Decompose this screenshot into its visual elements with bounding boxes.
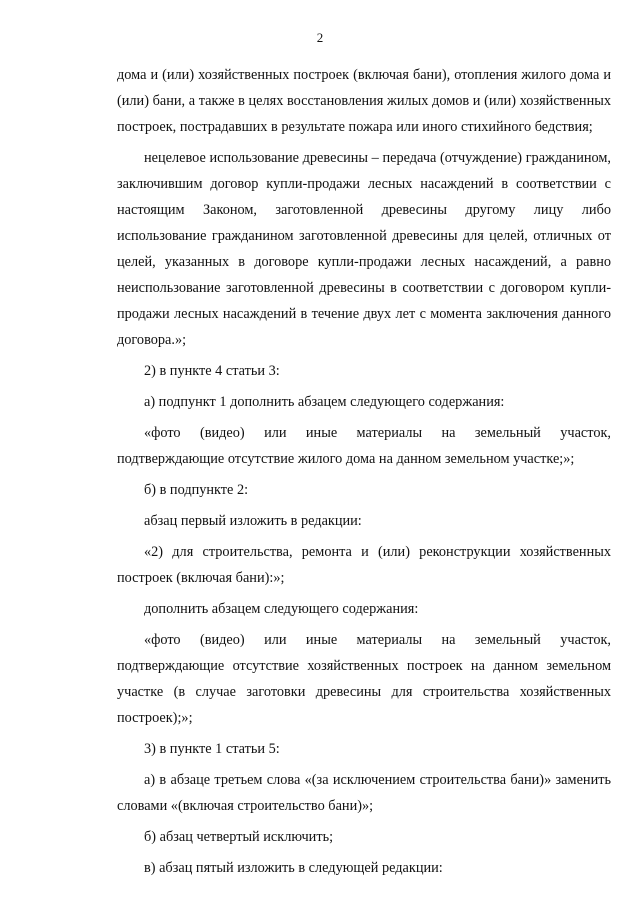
paragraph-subitem-a: а) подпункт 1 дополнить абзацем следующего содержания: — [144, 394, 505, 410]
paragraph-quote-photo-house: «фото (видео) или иные материалы на земельный участок, подтверждающие отсутствие жилого дома на данном земельном участке;»; — [117, 425, 611, 467]
paragraph-continuation: дома и (или) хозяйственных построек (включая бани), отопления жилого дома и (или) бани, а также в целях восстановления жилых домов и (или) хозяйственных построек, пострадавших в результате пожара или иного стихийного бедствия; — [117, 67, 611, 135]
paragraph-definition-misuse: нецелевое использование древесины – передача (отчуждение) гражданином, заключившим договор купли-продажи лесных насаждений в соответствии с настоящим Законом, заготовленной древесины другому лицу либо использование гражданином заготовленной древесины для целей, отличных от целей, указанных в договоре купли-продажи лесных насаждений, а равно неиспользование заготовленной древесины в соответствии с договором купли-продажи лесных насаждений в течение двух лет с момента заключения данного договора.»; — [117, 150, 611, 348]
paragraph-subitem-b-exclude: б) абзац четвертый исключить; — [144, 829, 334, 845]
paragraph-subitem-a-replace: а) в абзаце третьем слова «(за исключением строительства бани)» заменить словами «(включая строительство бани)»; — [117, 772, 611, 814]
paragraph-subitem-b: б) в подпункте 2: — [144, 482, 249, 498]
page-number: 2 — [316, 30, 324, 45]
paragraph-add-abzac: дополнить абзацем следующего содержания: — [144, 601, 419, 617]
paragraph-item-3: 3) в пункте 1 статьи 5: — [144, 741, 280, 757]
paragraph-subitem-v-fifth: в) абзац пятый изложить в следующей редакции: — [144, 860, 443, 876]
paragraph-item-2: 2) в пункте 4 статьи 3: — [144, 363, 280, 379]
document-body — [117, 62, 611, 886]
paragraph-quote-construction: «2) для строительства, ремонта и (или) реконструкции хозяйственных построек (включая бани):»; — [117, 544, 611, 586]
paragraph-quote-photo-buildings: «фото (видео) или иные материалы на земельный участок, подтверждающие отсутствие хозяйственных построек на данном земельном участке (в случае заготовки древесины для строительства хозяйственных построек);»; — [117, 632, 611, 726]
paragraph-first-abzac: абзац первый изложить в редакции: — [144, 513, 362, 529]
